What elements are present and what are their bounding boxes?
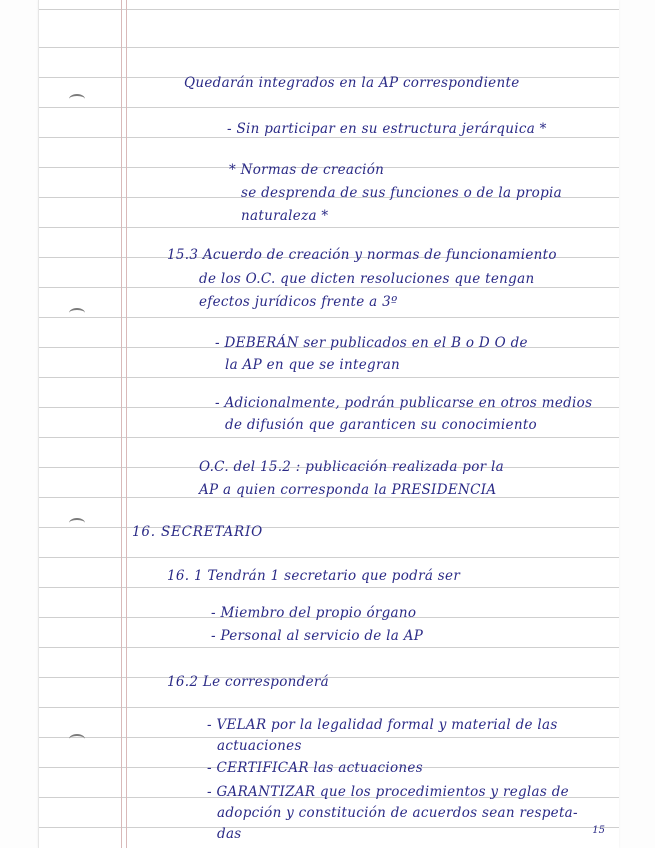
- note-line: adopción y constitución de acuerdos sean respeta-: [217, 805, 578, 821]
- subsection-heading: 16.2 Le corresponderá: [167, 674, 330, 690]
- note-line: - Miembro del propio órgano: [211, 605, 417, 621]
- note-line: la AP en que se integran: [225, 357, 401, 373]
- note-line: - VELAR por la legalidad formal y material de las: [207, 717, 558, 733]
- note-line: actuaciones: [217, 738, 302, 754]
- binder-hole-mark: [69, 518, 85, 528]
- note-line: se desprenda de sus funciones o de la propia: [241, 185, 563, 201]
- note-line: efectos jurídicos frente a 3º: [199, 294, 398, 310]
- note-line: * Normas de creación: [229, 162, 385, 178]
- note-line: - Adicionalmente, podrán publicarse en otros medios: [215, 395, 593, 411]
- note-line: naturaleza *: [241, 208, 329, 224]
- binder-hole-mark: [69, 94, 85, 104]
- note-line: das: [217, 826, 242, 842]
- notebook-page: [38, 0, 619, 848]
- note-line: - DEBERÁN ser publicados en el B o D O de: [215, 335, 528, 351]
- subsection-heading: 16. 1 Tendrán 1 secretario que podrá ser: [167, 568, 461, 584]
- binder-hole-mark: [69, 734, 85, 744]
- note-line: - Sin participar en su estructura jerárquica *: [227, 121, 547, 137]
- binder-hole-mark: [69, 308, 85, 318]
- note-line: O.C. del 15.2 : publicación realizada por la: [199, 459, 504, 475]
- section-heading: 15.3 Acuerdo de creación y normas de funcionamiento: [167, 247, 557, 263]
- note-line: de difusión que garanticen su conocimiento: [225, 417, 537, 433]
- note-line: de los O.C. que dicten resoluciones que tengan: [199, 271, 535, 287]
- note-line: AP a quien corresponda la PRESIDENCIA: [199, 482, 497, 498]
- page-number: 15: [592, 825, 605, 836]
- note-line: - Personal al servicio de la AP: [211, 628, 424, 644]
- note-line: Quedarán integrados en la AP correspondiente: [184, 75, 520, 91]
- margin-rule: [121, 0, 127, 848]
- note-line: - GARANTIZAR que los procedimientos y reglas de: [207, 784, 569, 800]
- note-line: - CERTIFICAR las actuaciones: [207, 760, 423, 776]
- section-heading: 16. SECRETARIO: [132, 524, 263, 540]
